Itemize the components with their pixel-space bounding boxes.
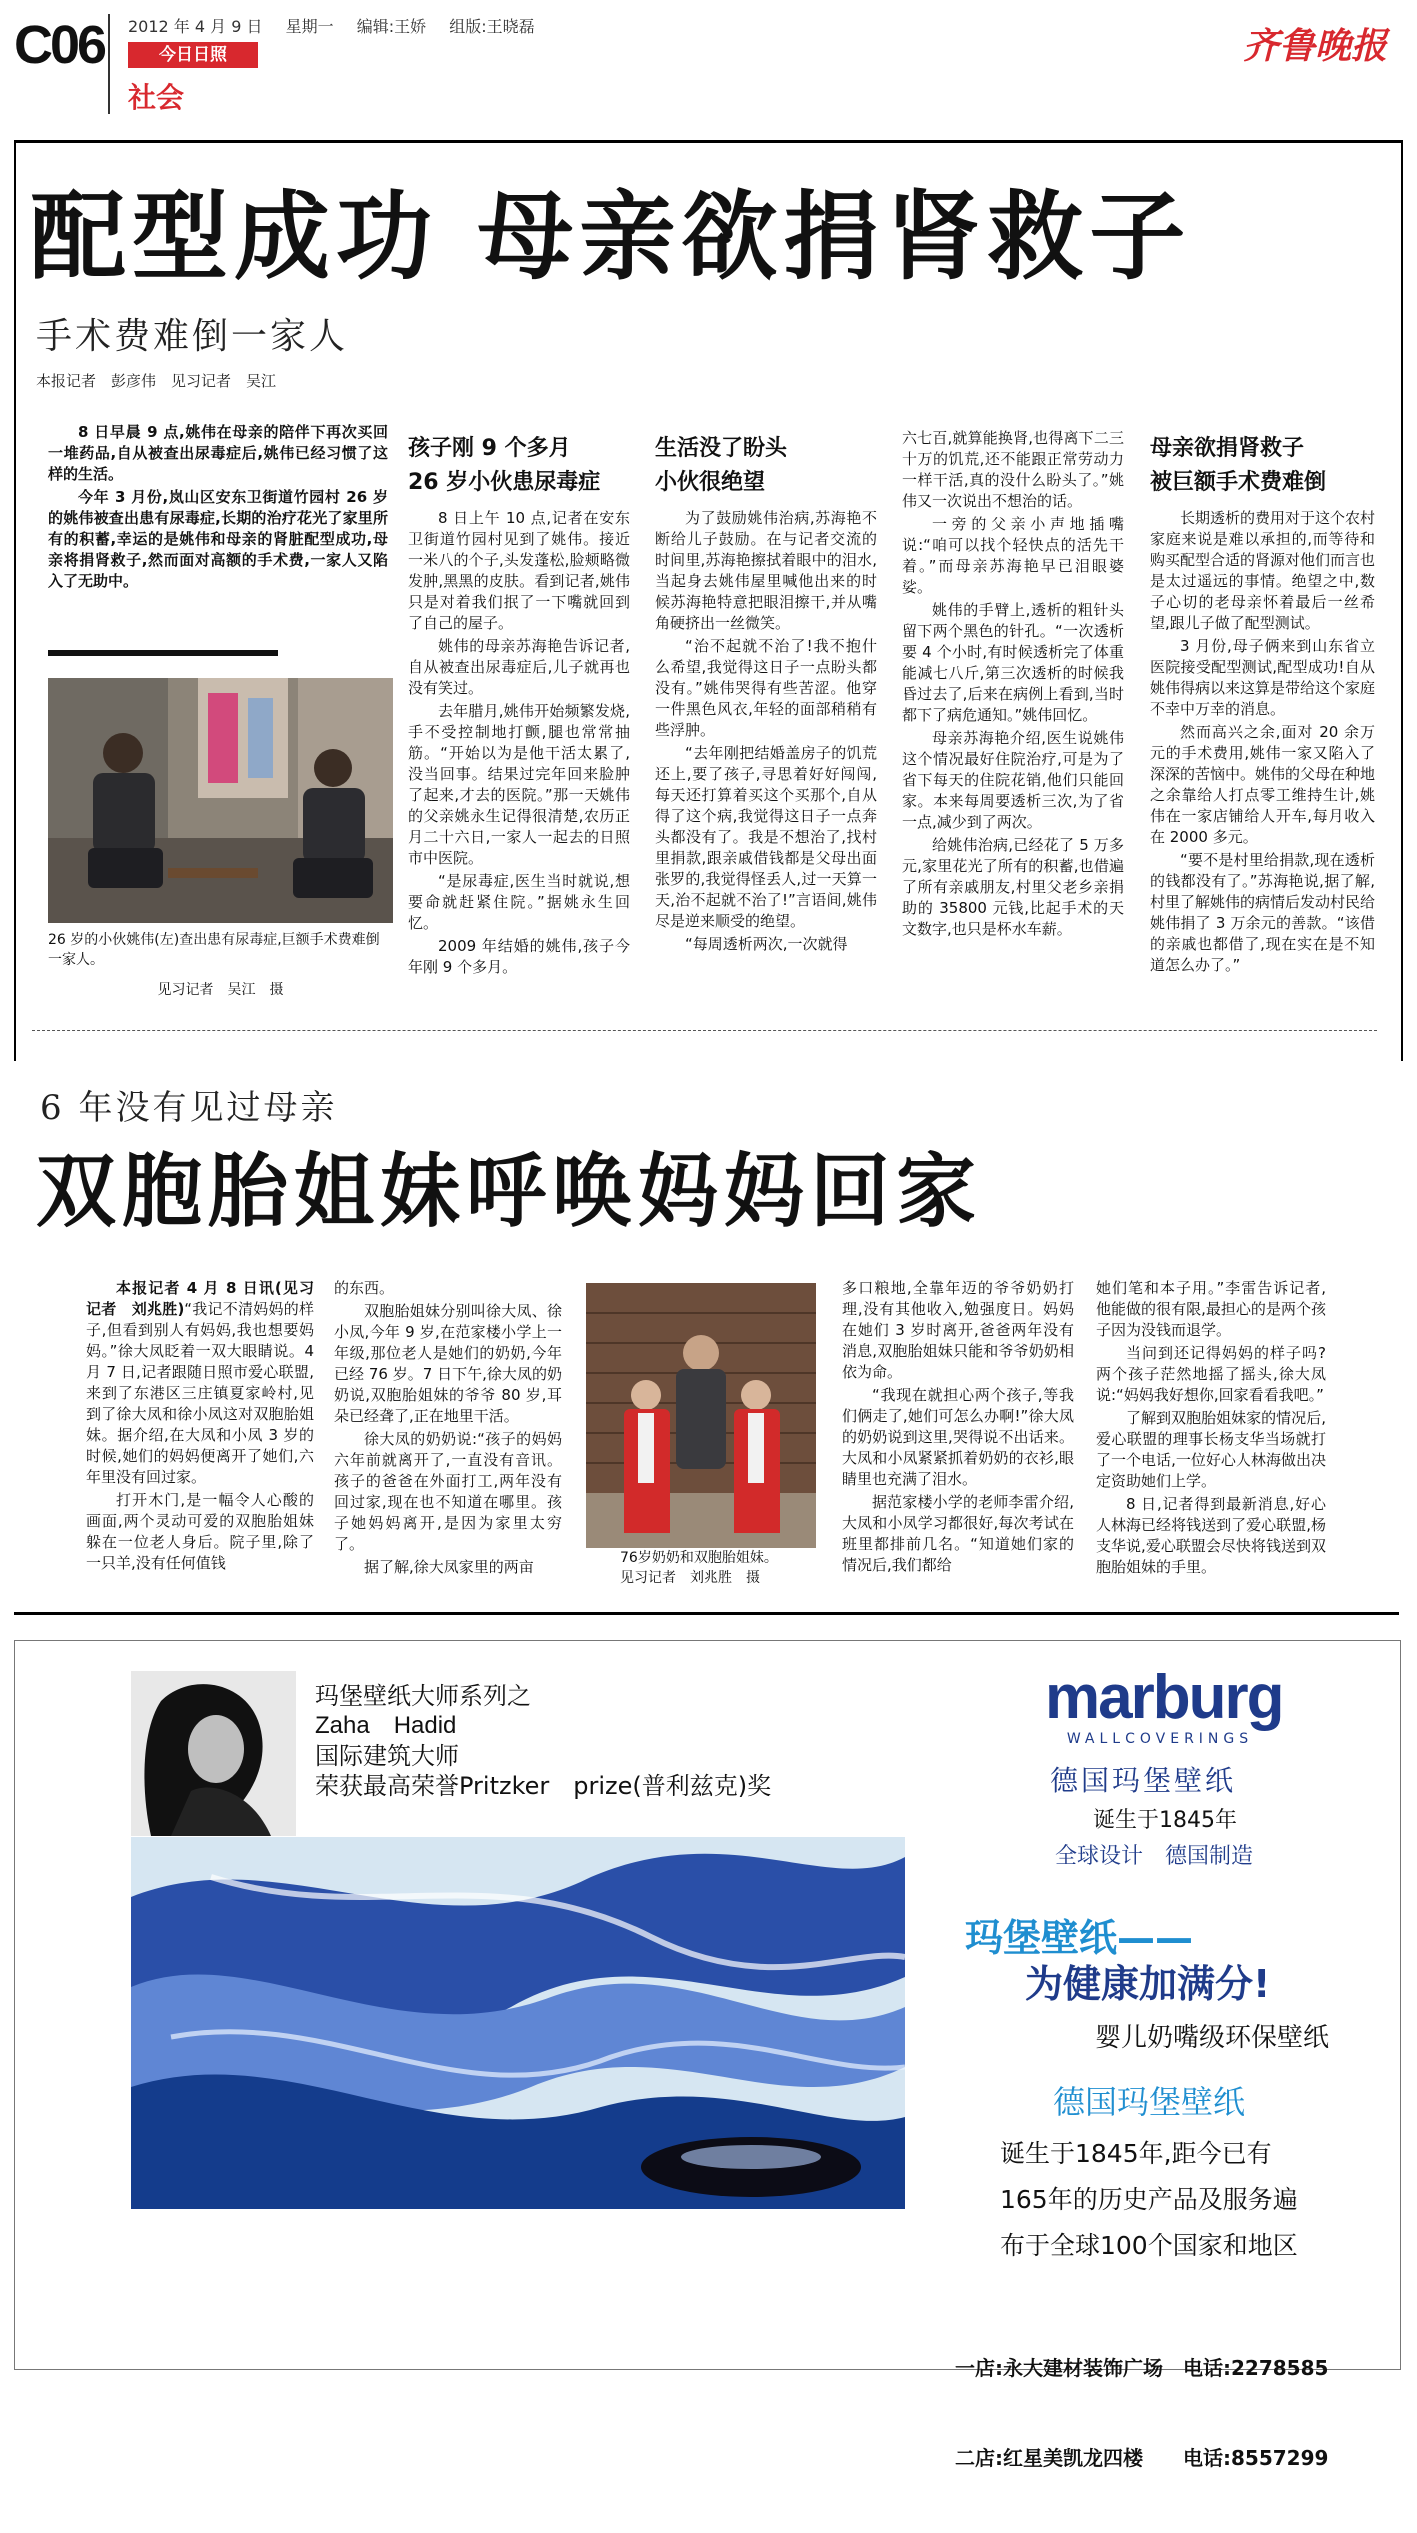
story-divider <box>32 1030 1377 1031</box>
story1-col3-head-line2: 小伙很绝望 <box>655 470 766 495</box>
ad-slogan-line1: 玛堡壁纸—— <box>965 1916 1194 1960</box>
ad-architect-name: Zaha Hadid <box>315 1712 457 1739</box>
story1-col5-head-line1: 母亲欲捐肾救子 <box>1150 436 1305 461</box>
story2-col3-p3: 据范家楼小学的老师李雷介绍,大凤和小凤学习都很好,每次考试在班里都排前几名。“知道她们家的情况后,我们都给 <box>842 1493 1074 1574</box>
editor-credit: 编辑:王娇 <box>356 17 427 36</box>
story2-col4-p2: 当问到还记得妈妈的样子吗?两个孩子茫然地摇了摇头,徐大凤说:“妈妈我好想你,回家看看我吧。” <box>1096 1344 1326 1404</box>
story2-col4-p1: 她们笔和本子用。”李雷告诉记者,他能做的很有限,最担心的是两个孩子因为没钱而退学。 <box>1096 1279 1326 1339</box>
header-divider <box>108 14 110 114</box>
story2-col4 <box>1096 1278 1326 1580</box>
brand-subtitle: WALLCOVERINGS <box>1066 1731 1254 1747</box>
story2-col2-p2: 双胞胎姐妹分别叫徐大凤、徐小凤,今年 9 岁,在范家楼小学上一年级,那位老人是她们的奶奶,今年已经 76 岁。7 日下午,徐大凤的奶奶说,双胞胎姐妹的爷爷 80 岁,耳朵已经聋了,正在地里干活。 <box>334 1302 562 1425</box>
ad-store-2: 二店:红星美凯龙四楼 电话:8557299 <box>955 2446 1329 2470</box>
section-title: 社会 <box>128 81 185 114</box>
story1-subhead: 手术费难倒一家人 <box>36 316 349 357</box>
issue-weekday: 星期一 <box>285 17 334 36</box>
story1-col2-head-line2: 26 岁小伙患尿毒症 <box>408 470 601 495</box>
story1-col3-p3: “去年刚把结婚盖房子的饥荒还上,要了孩子,寻思着好好闯闯,每天还打算着买这个买那个,自从得了这个病,我觉得这日子一点奔头都没有了。我是不想治了,找村里捐款,跟亲戚借钱都是父母出面张罗的,我觉得怪丢人,过一天算一天,治不起就不治了!”言语间,姚伟尽是逆来顺受的绝望。 <box>655 744 877 930</box>
story2-col1-p1 <box>86 1278 314 1488</box>
story2-col1 <box>86 1278 314 1576</box>
story2-photo-credit: 见习记者 刘兆胜 摄 <box>620 1570 760 1586</box>
brand-wordmark: marburg <box>1045 1663 1283 1732</box>
story1-col2-p5: 2009 年结婚的姚伟,孩子今年刚 9 个多月。 <box>408 937 630 976</box>
ad-brand-cn-2: 德国玛堡壁纸 <box>1053 2083 1246 2121</box>
story1-col4-p1: 六七百,就算能换肾,也得离下二三十万的饥荒,还不能跟正常劳动力一样干活,真的没什么盼头了。”姚伟又一次说出不想治的话。 <box>902 429 1124 510</box>
brand-since: 诞生于1845年 <box>1093 1808 1237 1833</box>
story1-col3-head-line1: 生活没了盼头 <box>655 436 788 461</box>
ad-desc <box>1000 2131 1298 2269</box>
story1-col2 <box>408 428 630 980</box>
story2-caption-text: 76岁奶奶和双胞胎姐妹。 <box>620 1550 778 1566</box>
story1-col5-head-line2: 被巨额手术费难倒 <box>1150 470 1327 495</box>
page-number: C06 <box>14 15 105 75</box>
story2-col4-p3: 了解到双胞胎姐妹家的情况后,爱心联盟的理事长杨支华当场就打了一个电话,一位好心人林海做出决定资助她们上学。 <box>1096 1409 1326 1490</box>
brand-slogan-small: 全球设计 德国制造 <box>1055 1844 1254 1869</box>
story1-col2-head <box>408 432 630 500</box>
story1-lead2: 今年 3 月份,岚山区安东卫街道竹园村 26 岁的姚伟被查出患有尿毒症,长期的治疗花光了家里所有的积蓄,幸运的是姚伟和母亲的肾脏配型成功,母亲将捐肾救子,然而面对高额的手术费,一家人又陷入了无助中。 <box>48 488 388 590</box>
story1-col3 <box>655 428 877 957</box>
story1-col2-p3: 去年腊月,姚伟开始频繁发烧,手不受控制地打颤,腿也常常抽筋。“开始以为是他干活太累了,没当回事。结果过完年回来脸肿了起来,才去的医院。”那一天姚伟的父亲姚永生记得很清楚,农历正月二十六日,一家人一起去的日照市中医院。 <box>408 702 630 867</box>
story1-col4-p3: 姚伟的手臂上,透析的粗针头留下两个黑色的针孔。“一次透析要 4 个小时,有时候透析完了体重能减七八斤,第三次透析的时候我昏过去了,后来在病例上看到,当时都下了病危通知。”姚伟回忆。 <box>902 601 1124 724</box>
ad-award: 荣获最高荣誉Pritzker prize(普利兹克)奖 <box>315 1772 772 1800</box>
story2-col1-p1-text: “我记不清妈妈的样子,但看到别人有妈妈,我也想要妈妈。”徐大凤眨着一双大眼睛说。4 月 7 日,记者跟随日照市爱心联盟,来到了东港区三庄镇夏家岭村,见到了徐大凤和徐小凤这对双胞胎姐妹。据介绍,在大凤和小凤 3 岁的时候,她们的妈妈便离开了她们,六年里没有回过家。 <box>86 1300 314 1486</box>
story2-col1-p2: 打开木门,是一幅令人心酸的画面,两个灵动可爱的双胞胎姐妹躲在一位老人身后。院子里,除了一只羊,没有任何值钱 <box>86 1491 314 1572</box>
story2-bottom-rule <box>14 1612 1399 1615</box>
story1-col2-p1: 8 日上午 10 点,记者在安东卫街道竹园村见到了姚伟。接近一米八的个子,头发蓬松,脸颊略微发肿,黑黑的皮肤。看到记者,姚伟只是对着我们抿了一下嘴就回到了自己的屋子。 <box>408 509 630 632</box>
story1-col5-p2: 3 月份,母子俩来到山东省立医院接受配型测试,配型成功!自从姚伟得病以来这算是带给这个家庭不幸中万幸的消息。 <box>1150 637 1376 718</box>
story1-col5-p4: “要不是村里给捐款,现在透析的钱都没有了。”苏海艳说,据了解,村里了解姚伟的病情后发动村民给姚伟捐了 3 万余元的善款。“该借的亲戚也都借了,现在实在是不知道怎么办了。” <box>1150 851 1376 974</box>
story1-col5-p3: 然而高兴之余,面对 20 余万元的手术费用,姚伟一家又陷入了深深的苦恼中。姚伟的父母在种地之余靠给人打点零工维持生计,姚伟在一家店铺给人开车,每月收入在 2000 多元。 <box>1150 723 1376 846</box>
ad-slogan-line2: 为健康加满分! <box>1025 1962 1271 2006</box>
story2-col4-p4: 8 日,记者得到最新消息,好心人林海已经将钱送到了爱心联盟,杨支华说,爱心联盟会尽快将钱送到双胞胎姐妹的手里。 <box>1096 1495 1326 1576</box>
ad-store-1: 一店:永大建材装饰广场 电话:2278585 <box>955 2356 1329 2380</box>
ad-product: 婴儿奶嘴级环保壁纸 <box>1095 2023 1330 2053</box>
ad-artwork <box>131 1837 905 2209</box>
story1-caption-text: 26 岁的小伙姚伟(左)查出患有尿毒症,巨额手术费难倒一家人。 <box>48 932 380 968</box>
story1-col3-p1: 为了鼓励姚伟治病,苏海艳不断给儿子鼓励。在与记者交流的时间里,苏海艳擦拭着眼中的泪水,当起身去姚伟屋里喊他出来的时候苏海艳特意把眼泪擦干,并从嘴角硬挤出一丝微笑。 <box>655 509 877 632</box>
advertisement <box>14 1640 1401 2470</box>
story1-col2-p4: “是尿毒症,医生当时就说,想要命就赶紧住院。”据姚永生回忆。 <box>408 872 630 932</box>
story1-lead: 8 日早晨 9 点,姚伟在母亲的陪伴下再次买回一堆药品,自从被查出尿毒症后,姚伟已经习惯了这样的生活。 <box>48 423 388 483</box>
brand-logo <box>1045 1663 1283 1747</box>
story1-col3-p4: “每周透析两次,一次就得 <box>685 935 848 953</box>
issue-date: 2012 年 4 月 9 日 <box>128 17 263 36</box>
story1-col2-head-line1: 孩子刚 9 个多月 <box>408 436 571 461</box>
ad-portrait <box>131 1671 296 1836</box>
ad-desc-line3: 布于全球100个国家和地区 <box>1000 2231 1298 2260</box>
section-tag: 今日日照 <box>128 42 258 68</box>
story2-col2-p1: 的东西。 <box>334 1279 395 1297</box>
story1-photo-credit: 见习记者 吴江 摄 <box>157 982 284 998</box>
header-meta <box>128 14 553 37</box>
story1-photo <box>48 678 393 923</box>
story1-col4-p4: 母亲苏海艳介绍,医生说姚伟这个情况最好住院治疗,可是为了省下每天的住院花销,他们只能回家。本来每周要透析三次,为了省一点,减少到了两次。 <box>902 729 1124 831</box>
brand-cn: 德国玛堡壁纸 <box>1050 1764 1237 1797</box>
story2-col3 <box>842 1278 1074 1578</box>
story1-col5 <box>1150 428 1375 978</box>
story2-col2-p3: 徐大凤的奶奶说:“孩子的妈妈六年前就离开了,一直没有音讯。孩子的爸爸在外面打工,两年没有回过家,现在也不知道在哪里。孩子她妈妈离开,是因为家里太穷了。 <box>334 1430 562 1553</box>
story2-photo-caption <box>620 1548 830 1588</box>
ad-headline-block <box>315 1681 771 1801</box>
story2-kicker: 6 年没有见过母亲 <box>40 1088 338 1128</box>
story2-col2-p4: 据了解,徐大凤家里的两亩 <box>364 1558 534 1576</box>
masthead-logo: 齐鲁晚报 <box>1242 25 1387 67</box>
story1-col3-p2: “治不起就不治了!我不抱什么希望,我觉得这日子一点盼头都没有。”姚伟哭得有些苦涩。他穿一件黑色风衣,年轻的面部稍稍有些浮肿。 <box>655 637 877 739</box>
ad-architect-title: 国际建筑大师 <box>315 1742 459 1770</box>
story1-photo-caption <box>48 930 393 1000</box>
ad-stores <box>955 2293 1328 2533</box>
ad-desc-line2: 165年的历史产品及服务遍 <box>1000 2185 1298 2214</box>
ad-desc-line1: 诞生于1845年,距今已有 <box>1000 2139 1272 2168</box>
story2-col2 <box>334 1278 562 1580</box>
story1-col3-head <box>655 432 877 500</box>
story1-col2-p2: 姚伟的母亲苏海艳告诉记者,自从被查出尿毒症后,儿子就再也没有笑过。 <box>408 637 630 697</box>
story1-col4-p2: 一旁的父亲小声地插嘴说:“咱可以找个轻快点的活先干着。”而母亲苏海艳早已泪眼婆娑。 <box>902 515 1124 596</box>
layout-credit: 组版:王晓磊 <box>449 17 535 36</box>
story2-headline: 双胞胎姐妹呼唤妈妈回家 <box>36 1145 982 1238</box>
story2-col3-p2: “我现在就担心两个孩子,等我们俩走了,她们可怎么办啊!”徐大凤的奶奶说到这里,哭得说不出话来。大凤和小凤紧紧抓着奶奶的衣衫,眼睛里也充满了泪水。 <box>842 1386 1074 1488</box>
story1-headline: 配型成功 母亲欲捐肾救子 <box>30 181 1192 293</box>
story1-col1 <box>48 422 388 594</box>
story1-col5-head <box>1150 432 1375 500</box>
story1-byline: 本报记者 彭彦伟 见习记者 吴江 <box>36 372 277 390</box>
story2-dateline: 本报记者 4 月 8 日讯(见习记者 刘兆胜) <box>86 1279 314 1318</box>
story1-photo-rule <box>48 650 278 656</box>
story2-col3-p1: 多口粮地,全靠年迈的爷爷奶奶打理,没有其他收入,勉强度日。妈妈在她们 3 岁时离开,爸爸两年没有消息,双胞胎姐妹只能和爷爷奶奶相依为命。 <box>842 1279 1074 1381</box>
story1-col5-p1: 长期透析的费用对于这个农村家庭来说是难以承担的,而等待和购买配型合适的肾源对他们而言也是太过遥远的事情。绝望之中,数子心切的老母亲怀着最后一丝希望,跟儿子做了配型测试。 <box>1150 509 1376 632</box>
ad-series: 玛堡壁纸大师系列之 <box>315 1682 531 1710</box>
story2-photo <box>586 1283 816 1548</box>
story1-col4-p5: 给姚伟治病,已经花了 5 万多元,家里花光了所有的积蓄,也借遍了所有亲戚朋友,村里父老乡亲捐助的 35800 元钱,比起手术的天文数字,也只是杯水车薪。 <box>902 836 1124 938</box>
story1-col4 <box>902 428 1124 942</box>
